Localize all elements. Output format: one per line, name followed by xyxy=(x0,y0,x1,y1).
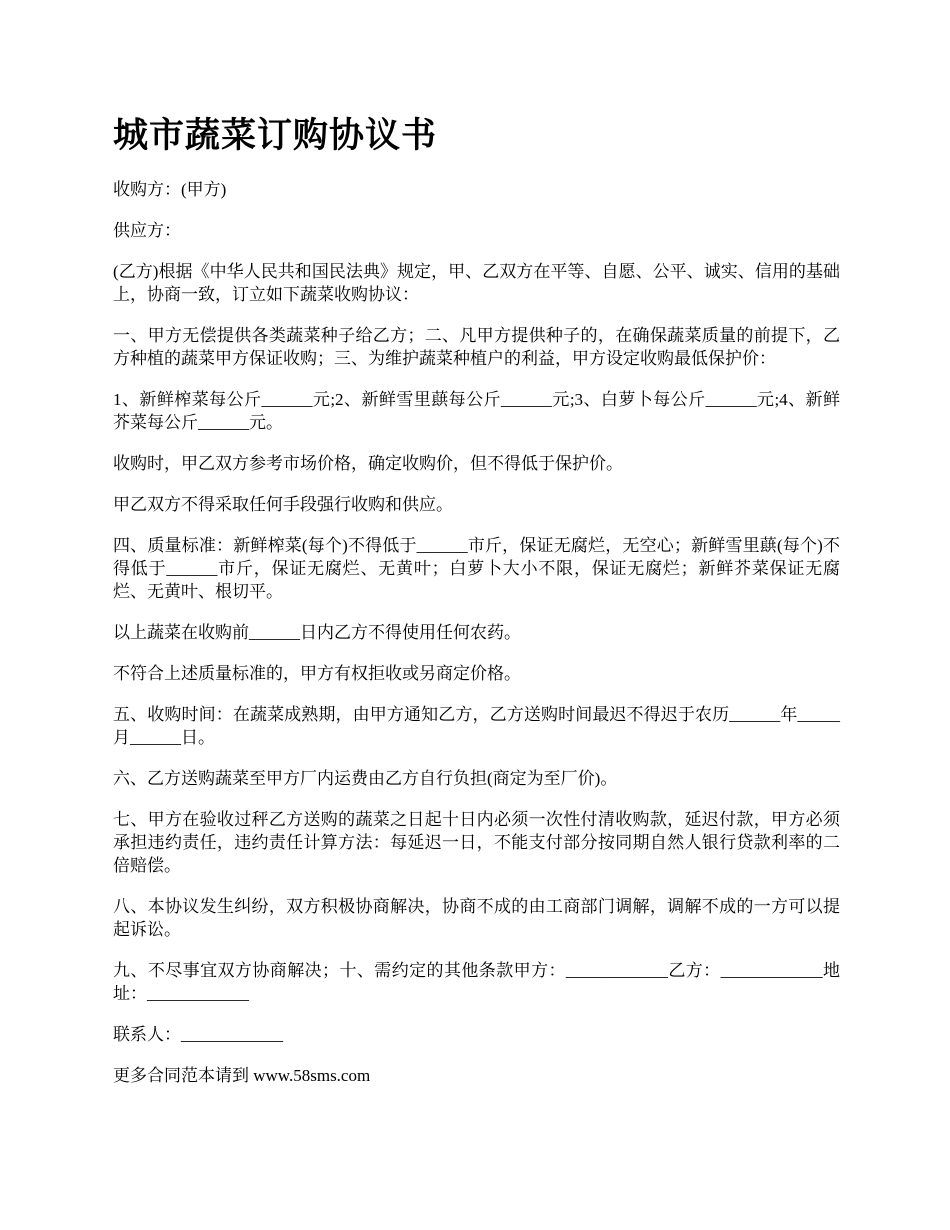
dispute-clause: 八、本协议发生纠纷，双方积极协商解决，协商不成的由工商部门调解，调解不成的一方可以提起诉讼。 xyxy=(113,897,840,939)
pesticide-paragraph: 以上蔬菜在收购前______日内乙方不得使用任何农药。 xyxy=(113,623,521,642)
document-title: 城市蔬菜订购协议书 xyxy=(113,116,438,155)
footer-link-line: 更多合同范本请到 www.58sms.com xyxy=(113,1066,371,1085)
quality-standard-clause: 四、质量标准：新鲜榨菜(每个)不得低于______市斤，保证无腐烂，无空心；新鲜雪里蕻(每个)不得低于______市斤，保证无腐烂、无黄叶；白萝卜大小不限，保证无腐烂；新鲜芥菜保证无腐烂、无黄叶、根切平。 xyxy=(113,536,840,601)
document-page xyxy=(113,112,840,1105)
purchase-time-clause: 五、收购时间：在蔬菜成熟期，由甲方通知乙方，乙方送购时间最迟不得迟于农历______年_____月______日。 xyxy=(113,705,840,747)
contact-line: 联系人：____________ xyxy=(113,1025,283,1044)
signature-clause: 九、不尽事宜双方协商解决；十、需约定的其他条款甲方：____________乙方：____________地址：____________ xyxy=(113,961,840,1003)
no-forced-trade-paragraph: 甲乙双方不得采取任何手段强行收购和供应。 xyxy=(113,495,453,514)
freight-clause: 六、乙方送购蔬菜至甲方厂内运费由乙方自行负担(商定为至厂价)。 xyxy=(113,769,618,788)
purchase-price-paragraph: 收购时，甲乙双方参考市场价格，确定收购价，但不得低于保护价。 xyxy=(113,454,623,473)
preamble-paragraph: (乙方)根据《中华人民共和国民法典》规定，甲、乙双方在平等、自愿、公平、诚实、信用的基础上，协商一致，订立如下蔬菜收购协议： xyxy=(113,262,840,304)
clauses-one-to-three: 一、甲方无偿提供各类蔬菜种子给乙方；二、凡甲方提供种子的，在确保蔬菜质量的前提下，乙方种植的蔬菜甲方保证收购；三、为维护蔬菜种植户的利益，甲方设定收购最低保护价： xyxy=(113,326,840,368)
buyer-line: 收购方：(甲方) xyxy=(113,180,227,199)
payment-clause: 七、甲方在验收过秤乙方送购的蔬菜之日起十日内必须一次性付清收购款，延迟付款，甲方必须承担违约责任，违约责任计算方法：每延迟一日，不能支付部分按同期自然人银行贷款利率的二倍赔偿。 xyxy=(113,810,840,875)
protection-price-list: 1、新鲜榨菜每公斤______元;2、新鲜雪里蕻每公斤______元;3、白萝卜每公斤______元;4、新鲜芥菜每公斤______元。 xyxy=(113,390,840,432)
supplier-line: 供应方： xyxy=(113,221,181,240)
reject-right-paragraph: 不符合上述质量标准的，甲方有权拒收或另商定价格。 xyxy=(113,664,521,683)
